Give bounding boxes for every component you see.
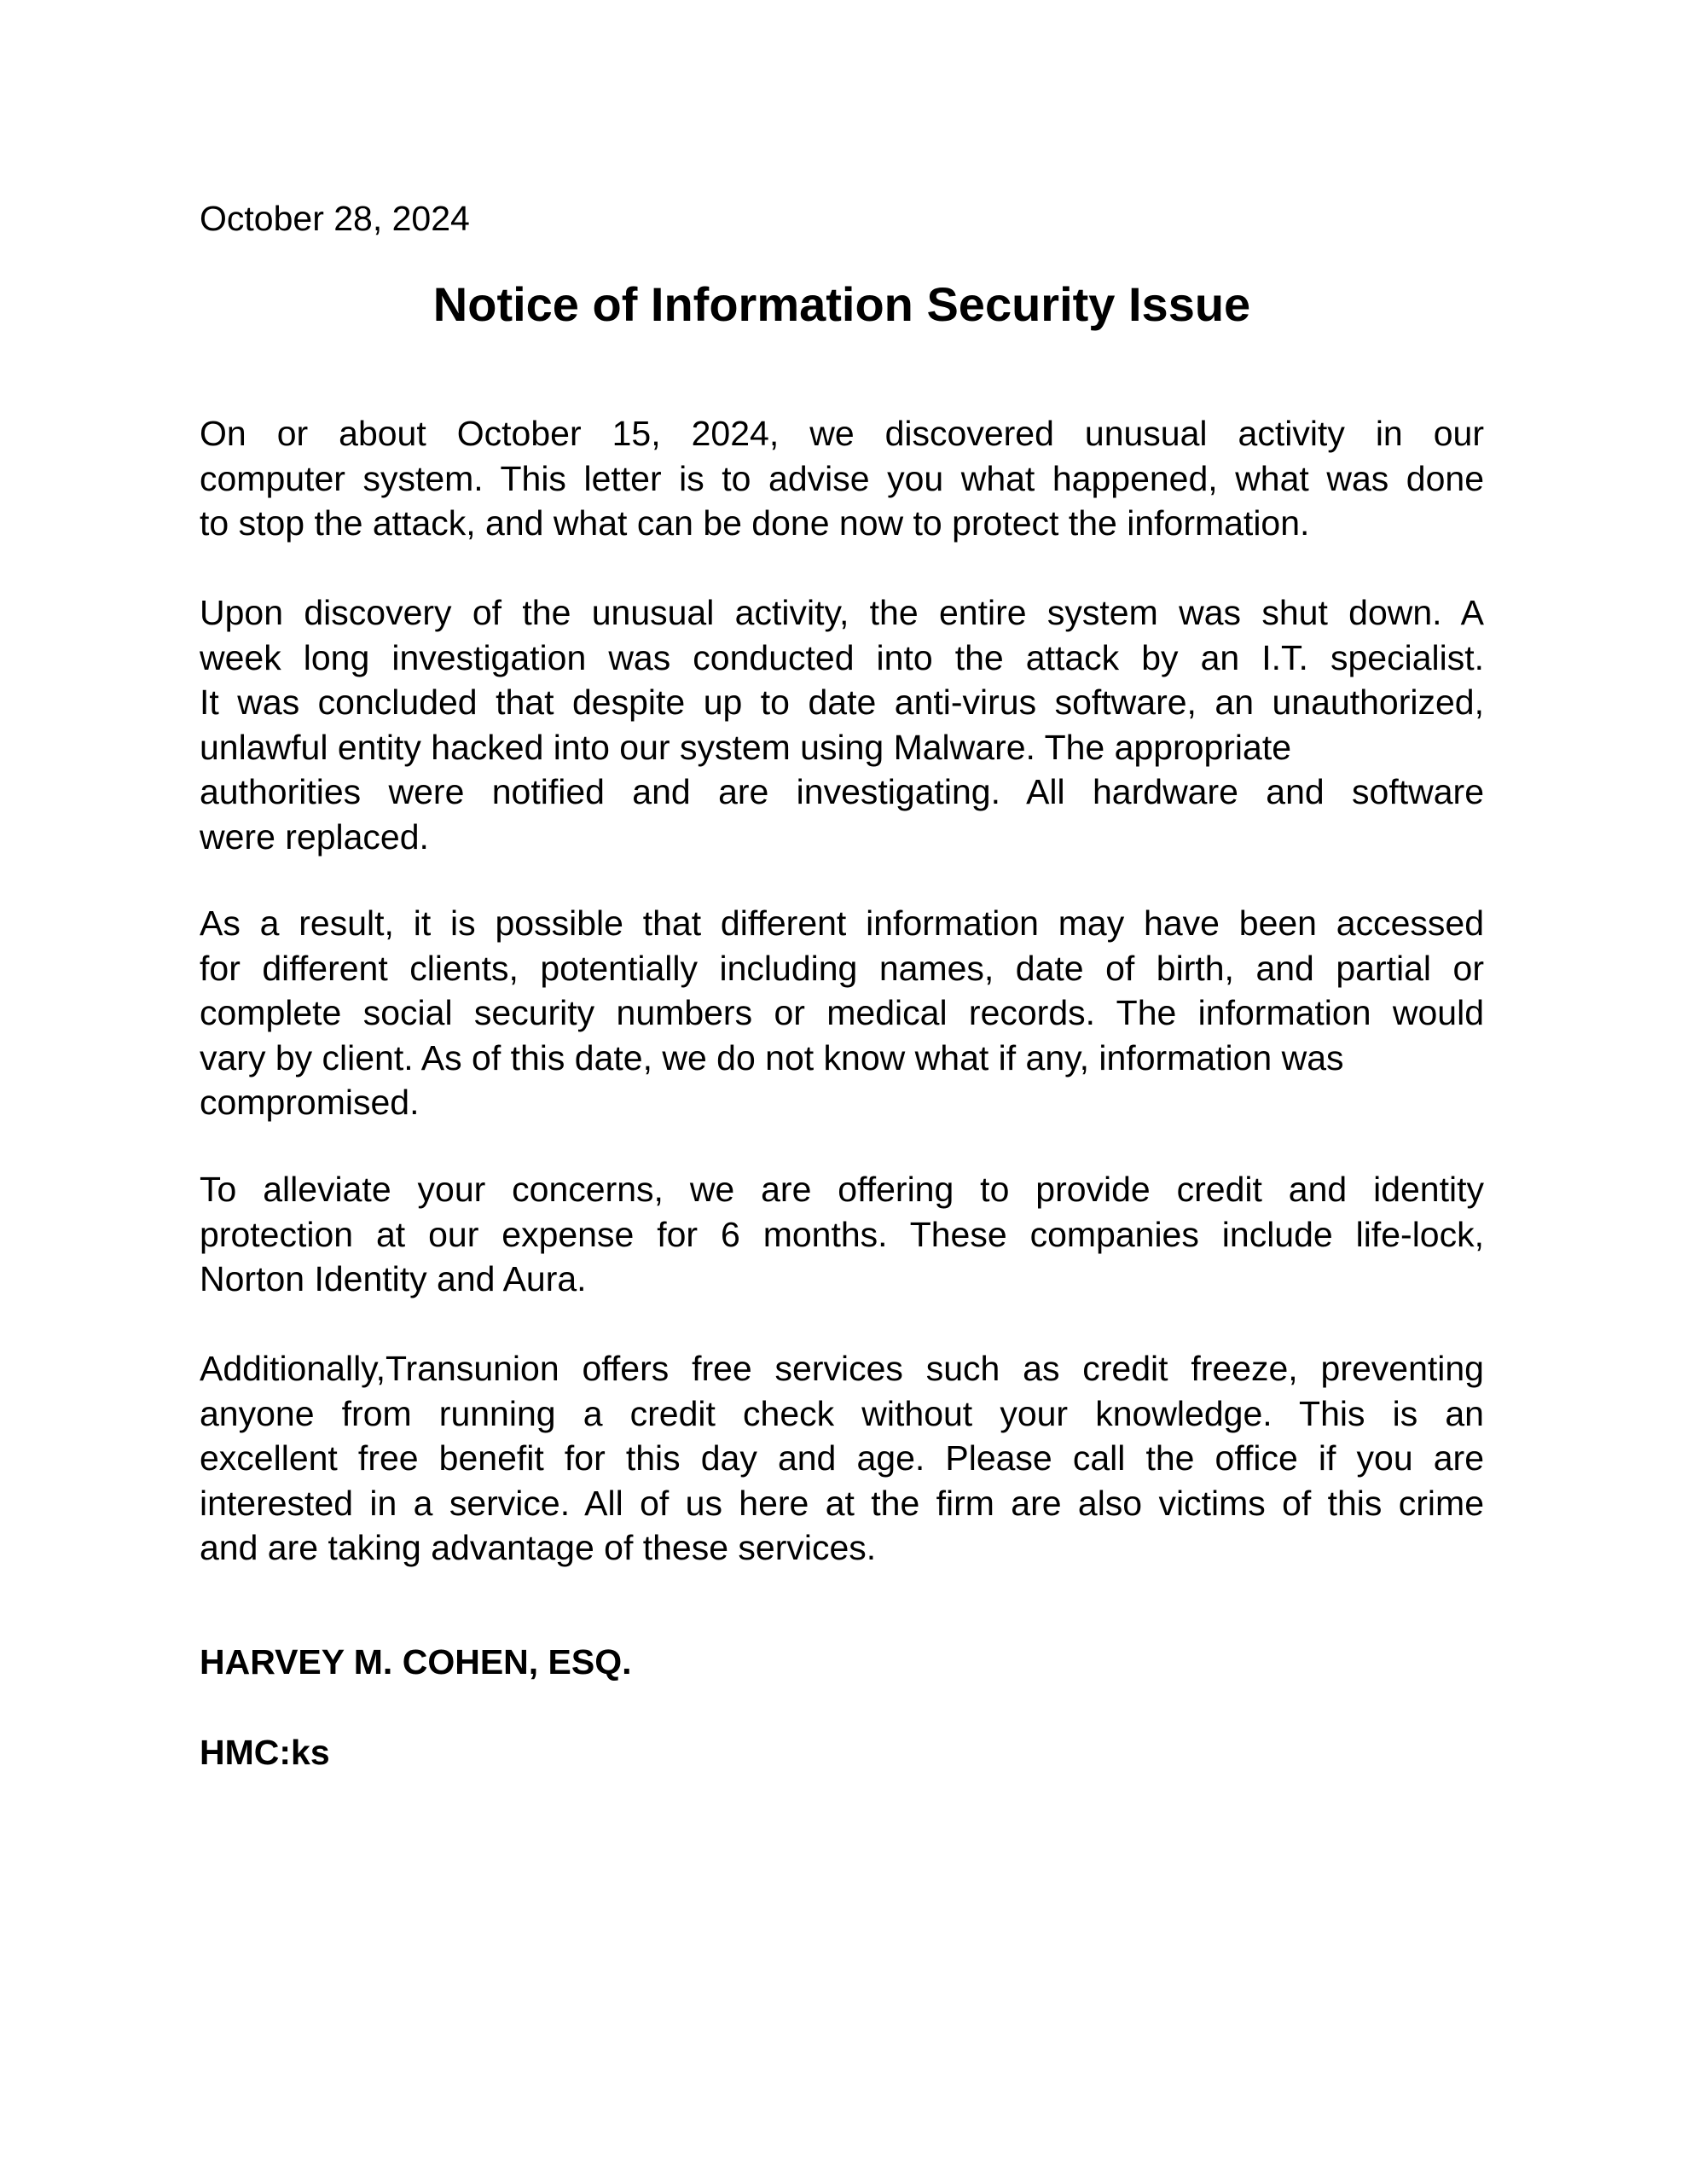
- paragraph-line: vary by client. As of this date, we do not know what if any, information was: [200, 1037, 1344, 1077]
- paragraph-line: Norton Identity and Aura.: [200, 1259, 587, 1298]
- paragraph-result: [200, 901, 1484, 1125]
- paragraph-transunion: [200, 1346, 1484, 1571]
- paragraph-line: On or about October 15, 2024, we discovered unusual activity in our: [200, 414, 1484, 453]
- letter-date: October 28, 2024: [200, 199, 470, 238]
- paragraph-line: unlawful entity hacked into our system using Malware. The appropriate: [200, 727, 1292, 767]
- paragraph-line: anyone from running a credit check without your knowledge. This is an: [200, 1393, 1484, 1433]
- paragraph-line: protection at our expense for 6 months. These companies include life-lock,: [200, 1214, 1484, 1254]
- paragraph-line: authorities were notified and are investigating. All hardware and software: [200, 772, 1484, 811]
- paragraph-line: To alleviate your concerns, we are offering to provide credit and identity: [200, 1170, 1484, 1209]
- paragraph-line: As a result, it is possible that different information may have been accessed: [200, 903, 1484, 943]
- paragraph-line: to stop the attack, and what can be done now to protect the information.: [200, 503, 1310, 543]
- paragraph-line: It was concluded that despite up to date anti-virus software, an unauthorized,: [200, 682, 1484, 722]
- paragraph-protection-offer: [200, 1167, 1484, 1302]
- paragraph-discovery: [200, 411, 1484, 546]
- paragraph-line: compromised.: [200, 1083, 420, 1122]
- letter-title: Notice of Information Security Issue: [432, 277, 1251, 331]
- paragraph-line: computer system. This letter is to advise you what happened, what was done: [200, 458, 1484, 498]
- typist-initials: HMC:ks: [200, 1733, 330, 1772]
- paragraph-line: complete social security numbers or medical records. The information would: [200, 993, 1484, 1032]
- signature-name: HARVEY M. COHEN, ESQ.: [200, 1642, 632, 1682]
- paragraph-line: week long investigation was conducted into the attack by an I.T. specialist.: [200, 637, 1484, 677]
- paragraph-line: interested in a service. All of us here at the firm are also victims of this crime: [200, 1483, 1484, 1523]
- paragraph-line: for different clients, potentially including names, date of birth, and partial or: [200, 948, 1484, 988]
- paragraph-line: Upon discovery of the unusual activity, the entire system was shut down. A: [200, 593, 1484, 632]
- paragraph-investigation: [200, 590, 1484, 859]
- paragraph-line: Additionally,Transunion offers free services such as credit freeze, preventing: [200, 1349, 1484, 1388]
- paragraph-line: excellent free benefit for this day and age. Please call the office if you are: [200, 1438, 1484, 1478]
- paragraph-line: were replaced.: [200, 816, 429, 857]
- paragraph-line: and are taking advantage of these services.: [200, 1528, 877, 1567]
